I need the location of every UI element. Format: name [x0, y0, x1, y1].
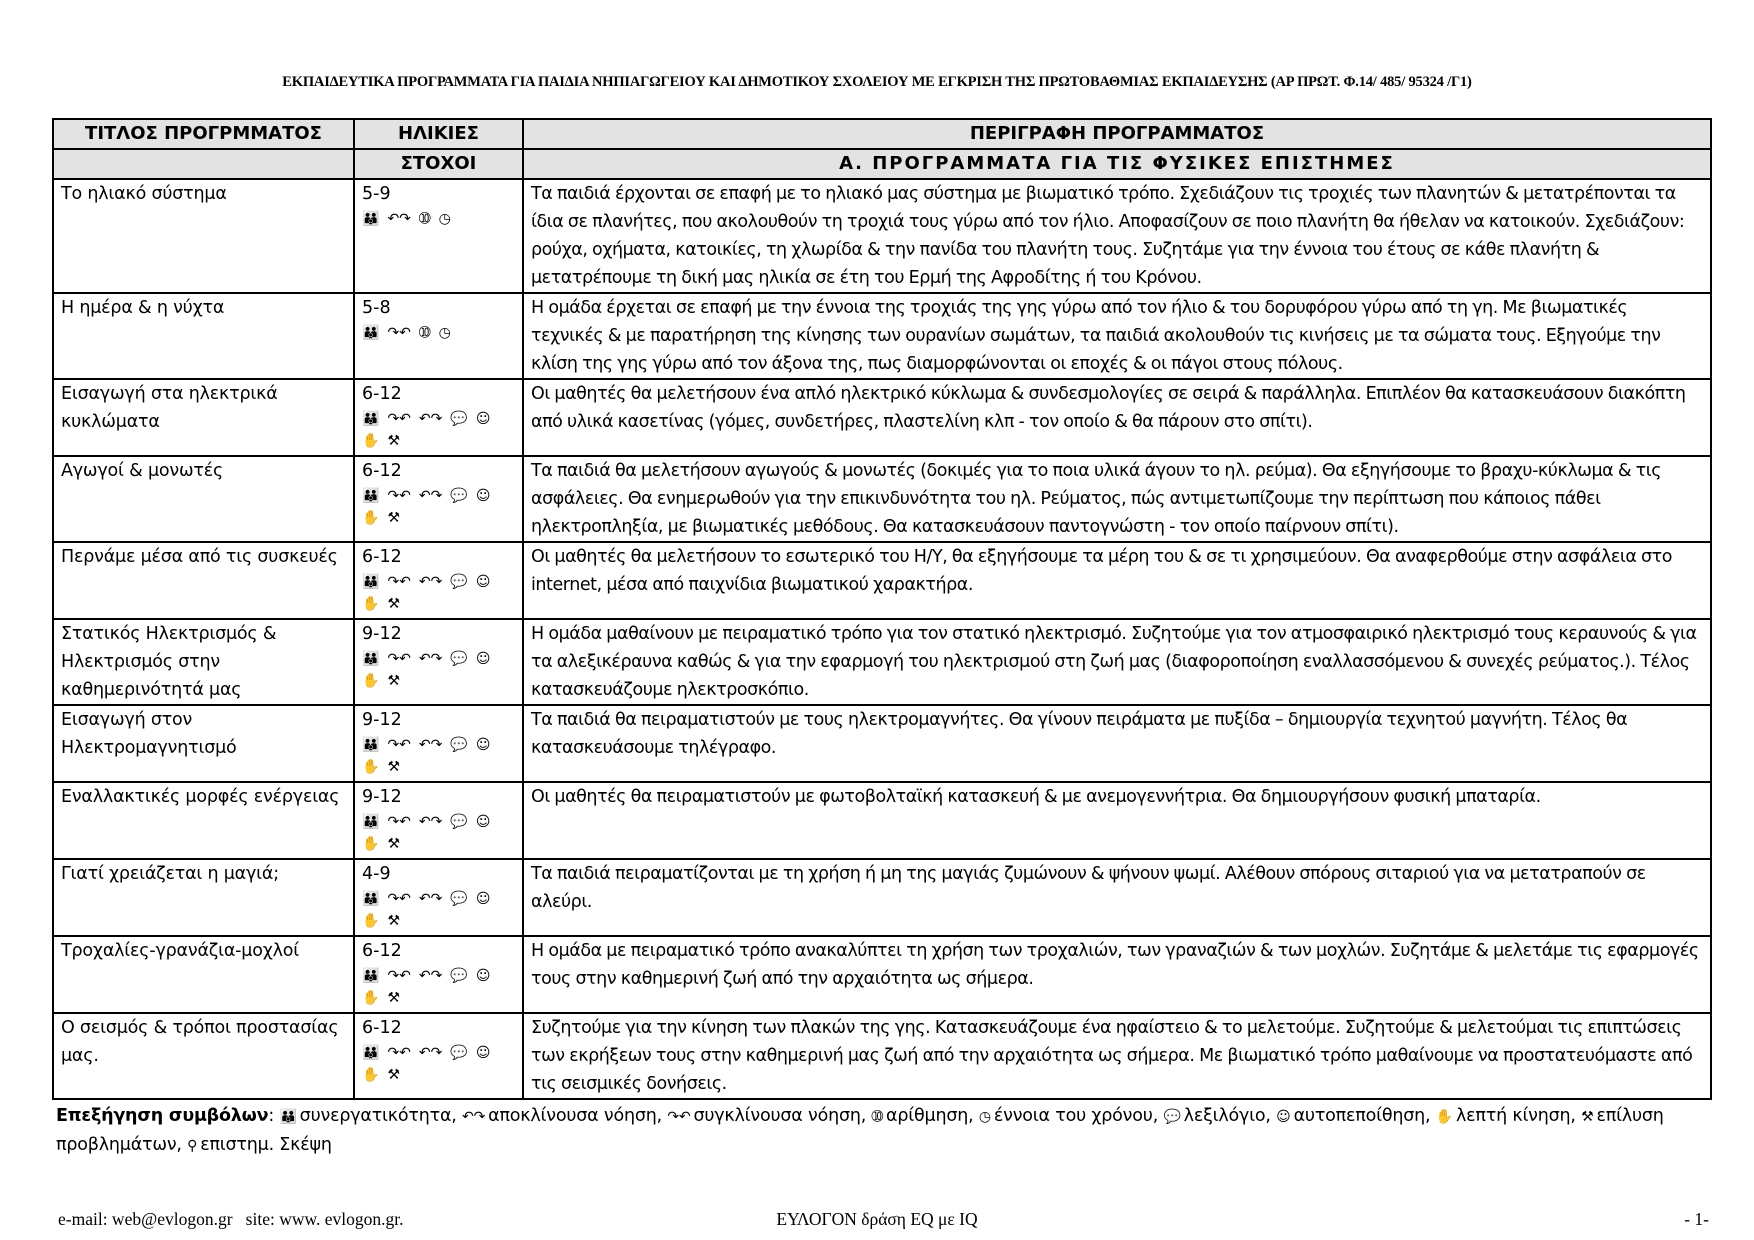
smiley-icon: ☺ — [475, 891, 491, 907]
program-description: Οι μαθητές θα μελετήσουν το εσωτερικό του Η/Υ, θα εξηγήσουμε τα μέρη του & σε τι χρησιμεύουν. Θα αναφερθούμε στην ασφάλεια στο internet, μέσα από παιχνίδια βιωματικού χαρακτήρα. — [523, 542, 1711, 619]
teamwork-icon: 👪 — [362, 968, 380, 984]
program-ages: 5-9 — [362, 184, 391, 204]
program-ages-goals — [354, 179, 523, 293]
legend-colon: : — [268, 1106, 280, 1126]
teamwork-icon: 👪 — [362, 574, 380, 590]
program-description: Οι μαθητές θα πειραματιστούν με φωτοβολταϊκή κατασκευή & με ανεμογεννήτρια. Θα δημιουργήσουν φυσική μπαταρία. — [523, 782, 1711, 859]
counting-icon: ➉ — [871, 1109, 884, 1125]
hand-icon: ✋ — [362, 759, 380, 775]
convergent-thinking-icon: ↷↶ — [387, 411, 411, 427]
program-ages-goals — [354, 859, 523, 936]
program-title: Το ηλιακό σύστημα — [53, 179, 354, 293]
program-goal-symbols — [362, 571, 515, 618]
program-title: Περνάμε μέσα από τις συσκευές — [53, 542, 354, 619]
tools-icon: ⚒ — [387, 596, 400, 612]
legend-item — [187, 1135, 332, 1155]
smiley-icon: ☺ — [475, 411, 491, 427]
hand-icon: ✋ — [362, 510, 380, 526]
program-ages: 6-12 — [362, 1018, 402, 1038]
tools-icon: ⚒ — [387, 913, 400, 929]
program-description: Οι μαθητές θα μελετήσουν ένα απλό ηλεκτρικό κύκλωμα & συνδεσμολογίες σε σειρά & παράλληλα. Επιπλέον θα κατασκευάσουν διακόπτη από υλικά κασετίνας (γόμες, συνδετήρες, πλαστελίνη κλπ - τον οποίο & θα πάρουν στο σπίτι). — [523, 379, 1711, 456]
teamwork-icon: 👪 — [362, 891, 380, 907]
speech-bubbles-icon: 💬 — [450, 574, 468, 590]
convergent-thinking-icon: ↷↶ — [667, 1109, 691, 1125]
program-ages: 6-12 — [362, 941, 402, 961]
page-header-title: ΕΚΠΑΙΔΕΥΤΙΚΑ ΠΡΟΓΡΑΜΜΑΤΑ ΓΙΑ ΠΑΙΔΙΑ ΝΗΠΙΑΓΩΓΕΙΟΥ ΚΑΙ ΔΗΜΟΤΙΚΟΥ ΣΧΟΛΕΙΟΥ ΜΕ ΕΓΚΡΙΣΗ ΤΗΣ ΠΡΩΤΟΒΑΘΜΙΑΣ ΕΚΠΑΙΔΕΥΣΗΣ (ΑΡ ΠΡΩΤ. Φ.14/ 485/ 95324 /Γ1) — [282, 74, 1472, 90]
program-description: Η ομάδα με πειραματικό τρόπο ανακαλύπτει τη χρήση των τροχαλιών, των γραναζιών & των μοχλών. Συζητάμε & μελετάμε τις εφαρμογές τους στην καθημερινή ζωή από την αρχαιότητα ως σήμερα. — [523, 936, 1711, 1013]
speech-bubbles-icon: 💬 — [450, 891, 468, 907]
divergent-thinking-icon: ↶↷ — [418, 651, 443, 667]
table-row — [53, 379, 1711, 456]
convergent-thinking-icon: ↷↶ — [387, 737, 411, 753]
hand-icon: ✋ — [362, 990, 380, 1006]
program-ages: 6-12 — [362, 547, 402, 567]
legend-item — [1436, 1106, 1576, 1126]
program-goal-symbols — [362, 408, 515, 455]
legend-item — [667, 1106, 866, 1126]
hand-icon: ✋ — [1435, 1109, 1453, 1125]
teamwork-icon: 👪 — [279, 1109, 297, 1125]
program-ages: 6-12 — [362, 384, 402, 404]
program-ages-goals — [354, 379, 523, 456]
program-description: Τα παιδιά έρχονται σε επαφή με το ηλιακό μας σύστημα με βιωματικό τρόπο. Σχεδιάζουν τις τροχιές των πλανητών & μετατρέπονται τα ίδια σε πλανήτες, που ακολουθούν τη τροχιά τους γύρω από τον ήλιο. Αποφασίζουν σε ποιο πλανήτη θα ήθελαν να κατοικούν. Σχεδιάζουν: ρούχα, οχήματα, κατοικίες, τη χλωρίδα & την πανίδα του πλανήτη τους. Συζητάμε για την έννοια του έτους σε κάθε πλανήτη & μετατρέπουμε τη δική μας ηλικία σε έτη του Ερμή της Αφροδίτης ή του Κρόνου. — [523, 179, 1711, 293]
teamwork-icon: 👪 — [362, 1045, 380, 1061]
pin-icon: ⚲ — [187, 1137, 198, 1154]
convergent-thinking-icon: ↷↶ — [387, 488, 411, 504]
legend-item — [1276, 1106, 1430, 1126]
program-title: Τροχαλίες-γρανάζια-μοχλοί — [53, 936, 354, 1013]
speech-bubbles-icon: 💬 — [450, 411, 468, 427]
program-title: Γιατί χρειάζεται η μαγιά; — [53, 859, 354, 936]
table-row — [53, 782, 1711, 859]
legend-item — [979, 1106, 1158, 1126]
table-section-row — [53, 149, 1711, 179]
program-goal-symbols — [362, 888, 515, 935]
clock-icon: ◷ — [438, 211, 451, 227]
legend-item-text: συνεργατικότητα, — [299, 1106, 457, 1126]
hand-icon: ✋ — [362, 1067, 380, 1083]
teamwork-icon: 👪 — [362, 325, 380, 341]
legend-item — [872, 1106, 974, 1126]
program-title: Ο σεισμός & τρόποι προστασίας μας. — [53, 1013, 354, 1099]
footer-center-text: ΕΥΛΟΓΟΝ δράση EQ με IQ — [776, 1209, 978, 1229]
divergent-thinking-icon: ↶↷ — [418, 968, 443, 984]
tools-icon: ⚒ — [387, 510, 400, 526]
tools-icon: ⚒ — [387, 1067, 400, 1083]
smiley-icon: ☺ — [475, 814, 491, 830]
program-ages-goals — [354, 1013, 523, 1099]
program-description: Η ομάδα έρχεται σε επαφή με την έννοια της τροχιάς της γης γύρω από τον ήλιο & του δορυφόρου γύρω από τη γη. Με βιωματικές τεχνικές & με παρατήρηση της κίνησης των ουρανίων σωμάτων, τα παιδιά ακολουθούν τις κινήσεις με τα σώματα τους. Εξηγούμε την κλίση της γης γύρω από τον άξονα της, πως διαμορφώνονται οι εποχές & οι πάγοι στους πόλους. — [523, 293, 1711, 379]
speech-bubbles-icon: 💬 — [450, 488, 468, 504]
tools-icon: ⚒ — [1581, 1109, 1594, 1125]
speech-bubbles-icon: 💬 — [1163, 1109, 1181, 1125]
program-ages: 9-12 — [362, 624, 402, 644]
convergent-thinking-icon: ↷↶ — [387, 651, 411, 667]
table-row — [53, 179, 1711, 293]
legend-item-text: έννοια του χρόνου, — [993, 1106, 1159, 1126]
program-ages-goals — [354, 936, 523, 1013]
divergent-thinking-icon: ↶↷ — [418, 1045, 443, 1061]
table-row — [53, 859, 1711, 936]
table-row — [53, 936, 1711, 1013]
program-goal-symbols — [362, 811, 515, 858]
smiley-icon: ☺ — [475, 1045, 491, 1061]
hand-icon: ✋ — [362, 913, 380, 929]
speech-bubbles-icon: 💬 — [450, 814, 468, 830]
convergent-thinking-icon: ↷↶ — [387, 325, 411, 341]
legend-label: Επεξήγηση συμβόλων — [56, 1106, 269, 1126]
divergent-thinking-icon: ↶↷ — [418, 488, 443, 504]
convergent-thinking-icon: ↷↶ — [387, 1045, 411, 1061]
table-row — [53, 705, 1711, 782]
counting-icon: ➉ — [418, 211, 431, 227]
program-ages: 5-8 — [362, 298, 391, 318]
table-row — [53, 619, 1711, 705]
legend-items — [56, 1106, 1664, 1155]
divergent-thinking-icon: ↶↷ — [418, 574, 443, 590]
footer-page-number: - 1- — [1684, 1209, 1709, 1229]
tools-icon: ⚒ — [387, 759, 400, 775]
teamwork-icon: 👪 — [362, 488, 380, 504]
tools-icon: ⚒ — [387, 836, 400, 852]
smiley-icon: ☺ — [475, 488, 491, 504]
legend-item-text: αποκλίνουσα νόηση, — [488, 1106, 662, 1126]
program-title: Αγωγοί & μονωτές — [53, 456, 354, 542]
program-description: Η ομάδα μαθαίνουν με πειραματικό τρόπο για τον στατικό ηλεκτρισμό. Συζητούμε για τον ατμοσφαιρικό ηλεκτρισμό τους κεραυνούς & για τα αλεξικέραυνα καθώς & για την εφαρμογή του ηλεκτρισμού στη ζωή μας (διαφοροποίηση εναλλασσόμενου & συνεχές ρεύματος.). Τέλος κατασκευάζουμε ηλεκτροσκόπιο. — [523, 619, 1711, 705]
tools-icon: ⚒ — [387, 990, 400, 1006]
teamwork-icon: 👪 — [362, 814, 380, 830]
divergent-thinking-icon: ↶↷ — [418, 814, 443, 830]
hand-icon: ✋ — [362, 836, 380, 852]
program-ages-goals — [354, 619, 523, 705]
program-ages-goals — [354, 456, 523, 542]
smiley-icon: ☺ — [475, 574, 491, 590]
program-ages: 9-12 — [362, 787, 402, 807]
legend-item-text: επιστημ. Σκέψη — [200, 1134, 332, 1155]
speech-bubbles-icon: 💬 — [450, 737, 468, 753]
hand-icon: ✋ — [362, 433, 380, 449]
program-ages-goals — [354, 542, 523, 619]
smiley-icon: ☺ — [475, 651, 491, 667]
program-goal-symbols — [362, 965, 515, 1012]
footer-contact: e-mail: web@evlogon.gr site: www. evlogon.gr. — [58, 1209, 404, 1229]
footer — [0, 1207, 1754, 1237]
legend-item — [279, 1106, 456, 1126]
column-header-title: ΤΙΤΛΟΣ ΠΡΟΓΡΜΜΑΤΟΣ — [53, 119, 354, 149]
convergent-thinking-icon: ↷↶ — [387, 574, 411, 590]
hand-icon: ✋ — [362, 673, 380, 689]
program-description: Τα παιδιά θα μελετήσουν αγωγούς & μονωτές (δοκιμές για το ποια υλικά άγουν το ηλ. ρεύμα). Θα εξηγήσουμε το βραχυ-κύκλωμα & τις ασφάλειες. Θα ενημερωθούν για την επικινδυνότητα του ηλ. Ρεύματος, πώς αντιμετωπίζουμε την περίπτωση που κάποιος πάθει ηλεκτροπληξία, με βιωματικές μεθόδους. Θα κατασκευάσουν παντογνώστη - τον οποίο παίρνουν σπίτι). — [523, 456, 1711, 542]
table-row — [53, 542, 1711, 619]
column-header-ages: ΗΛΙΚΙΕΣ — [354, 119, 523, 149]
column-header-goals: ΣΤΟΧΟΙ — [354, 149, 523, 179]
legend-item-text: αρίθμηση, — [886, 1106, 974, 1126]
clock-icon: ◷ — [978, 1109, 991, 1125]
program-goal-symbols — [362, 485, 515, 532]
program-ages: 9-12 — [362, 710, 402, 730]
program-title: Εισαγωγή στον Ηλεκτρομαγνητισμό — [53, 705, 354, 782]
counting-icon: ➉ — [418, 325, 431, 341]
legend-item-text: συγκλίνουσα νόηση, — [693, 1106, 867, 1126]
program-title: Εισαγωγή στα ηλεκτρικά κυκλώματα — [53, 379, 354, 456]
program-description: Τα παιδιά θα πειραματιστούν με τους ηλεκτρομαγνήτες. Θα γίνουν πειράματα με πυξίδα – δημιουργία τεχνητού μαγνήτη. Τέλος θα κατασκευάσουμε τηλέγραφο. — [523, 705, 1711, 782]
divergent-thinking-icon: ↶↷ — [418, 411, 443, 427]
speech-bubbles-icon: 💬 — [450, 651, 468, 667]
tools-icon: ⚒ — [387, 673, 400, 689]
program-ages-goals — [354, 782, 523, 859]
program-goal-symbols — [362, 1042, 515, 1089]
programs-table — [52, 118, 1712, 1100]
program-goal-symbols — [362, 208, 515, 233]
program-ages-goals — [354, 705, 523, 782]
smiley-icon: ☺ — [475, 737, 491, 753]
divergent-thinking-icon: ↶↷ — [387, 211, 411, 227]
legend-item — [462, 1106, 662, 1126]
divergent-thinking-icon: ↶↷ — [418, 737, 443, 753]
column-header-empty — [53, 149, 354, 179]
clock-icon: ◷ — [438, 325, 451, 341]
section-title: Α. ΠΡΟΓΡΑΜΜΑΤΑ ΓΙΑ ΤΙΣ ΦΥΣΙΚΕΣ ΕΠΙΣΤΗΜΕΣ — [523, 149, 1711, 179]
speech-bubbles-icon: 💬 — [450, 968, 468, 984]
teamwork-icon: 👪 — [362, 651, 380, 667]
convergent-thinking-icon: ↷↶ — [387, 891, 411, 907]
speech-bubbles-icon: 💬 — [450, 1045, 468, 1061]
divergent-thinking-icon: ↶↷ — [462, 1109, 486, 1125]
program-title: Η ημέρα & η νύχτα — [53, 293, 354, 379]
program-ages: 4-9 — [362, 864, 391, 884]
program-title: Εναλλακτικές μορφές ενέργειας — [53, 782, 354, 859]
legend-item-text: αυτοπεποίθηση, — [1293, 1106, 1431, 1126]
legend-item-text: λεπτή κίνηση, — [1455, 1106, 1576, 1126]
program-ages: 6-12 — [362, 461, 402, 481]
smiley-icon: ☺ — [1276, 1109, 1291, 1125]
divergent-thinking-icon: ↶↷ — [418, 891, 443, 907]
table-row — [53, 456, 1711, 542]
legend-item-text: λεξιλόγιο, — [1183, 1106, 1271, 1126]
table-row — [53, 1013, 1711, 1099]
program-description: Τα παιδιά πειραματίζονται με τη χρήση ή μη της μαγιάς ζυμώνουν & ψήνουν ψωμί. Αλέθουν σπόρους σιταριού για να μετατραπούν σε αλεύρι. — [523, 859, 1711, 936]
teamwork-icon: 👪 — [362, 737, 380, 753]
convergent-thinking-icon: ↷↶ — [387, 968, 411, 984]
smiley-icon: ☺ — [475, 968, 491, 984]
legend-item — [1163, 1106, 1270, 1126]
program-title: Στατικός Ηλεκτρισμός & Ηλεκτρισμός στην καθημερινότητά μας — [53, 619, 354, 705]
symbol-legend — [56, 1102, 1696, 1159]
hand-icon: ✋ — [362, 596, 380, 612]
teamwork-icon: 👪 — [362, 211, 380, 227]
program-goal-symbols — [362, 322, 515, 347]
program-ages-goals — [354, 293, 523, 379]
tools-icon: ⚒ — [387, 433, 400, 449]
program-goal-symbols — [362, 648, 515, 695]
teamwork-icon: 👪 — [362, 411, 380, 427]
table-body — [53, 179, 1711, 1099]
convergent-thinking-icon: ↷↶ — [387, 814, 411, 830]
program-goal-symbols — [362, 734, 515, 781]
program-description: Συζητούμε για την κίνηση των πλακών της γης. Κατασκευάζουμε ένα ηφαίστειο & το μελετούμε. Συζητούμε & μελετούμαι τις επιπτώσεις των εκρήξεων τους στην καθημερινή μας ζωή από την αρχαιότητα ως σήμερα. Με βιωματικό τρόπο μαθαίνουμε να προστατευόμαστε από τις σεισμικές δονήσεις. — [523, 1013, 1711, 1099]
table-row — [53, 293, 1711, 379]
column-header-description: ΠΕΡΙΓΡΑΦΗ ΠΡΟΓΡΑΜΜΑΤΟΣ — [523, 119, 1711, 149]
table-header-row — [53, 119, 1711, 149]
legend-item-text: επίλυση προβλημάτων, — [56, 1106, 1664, 1155]
